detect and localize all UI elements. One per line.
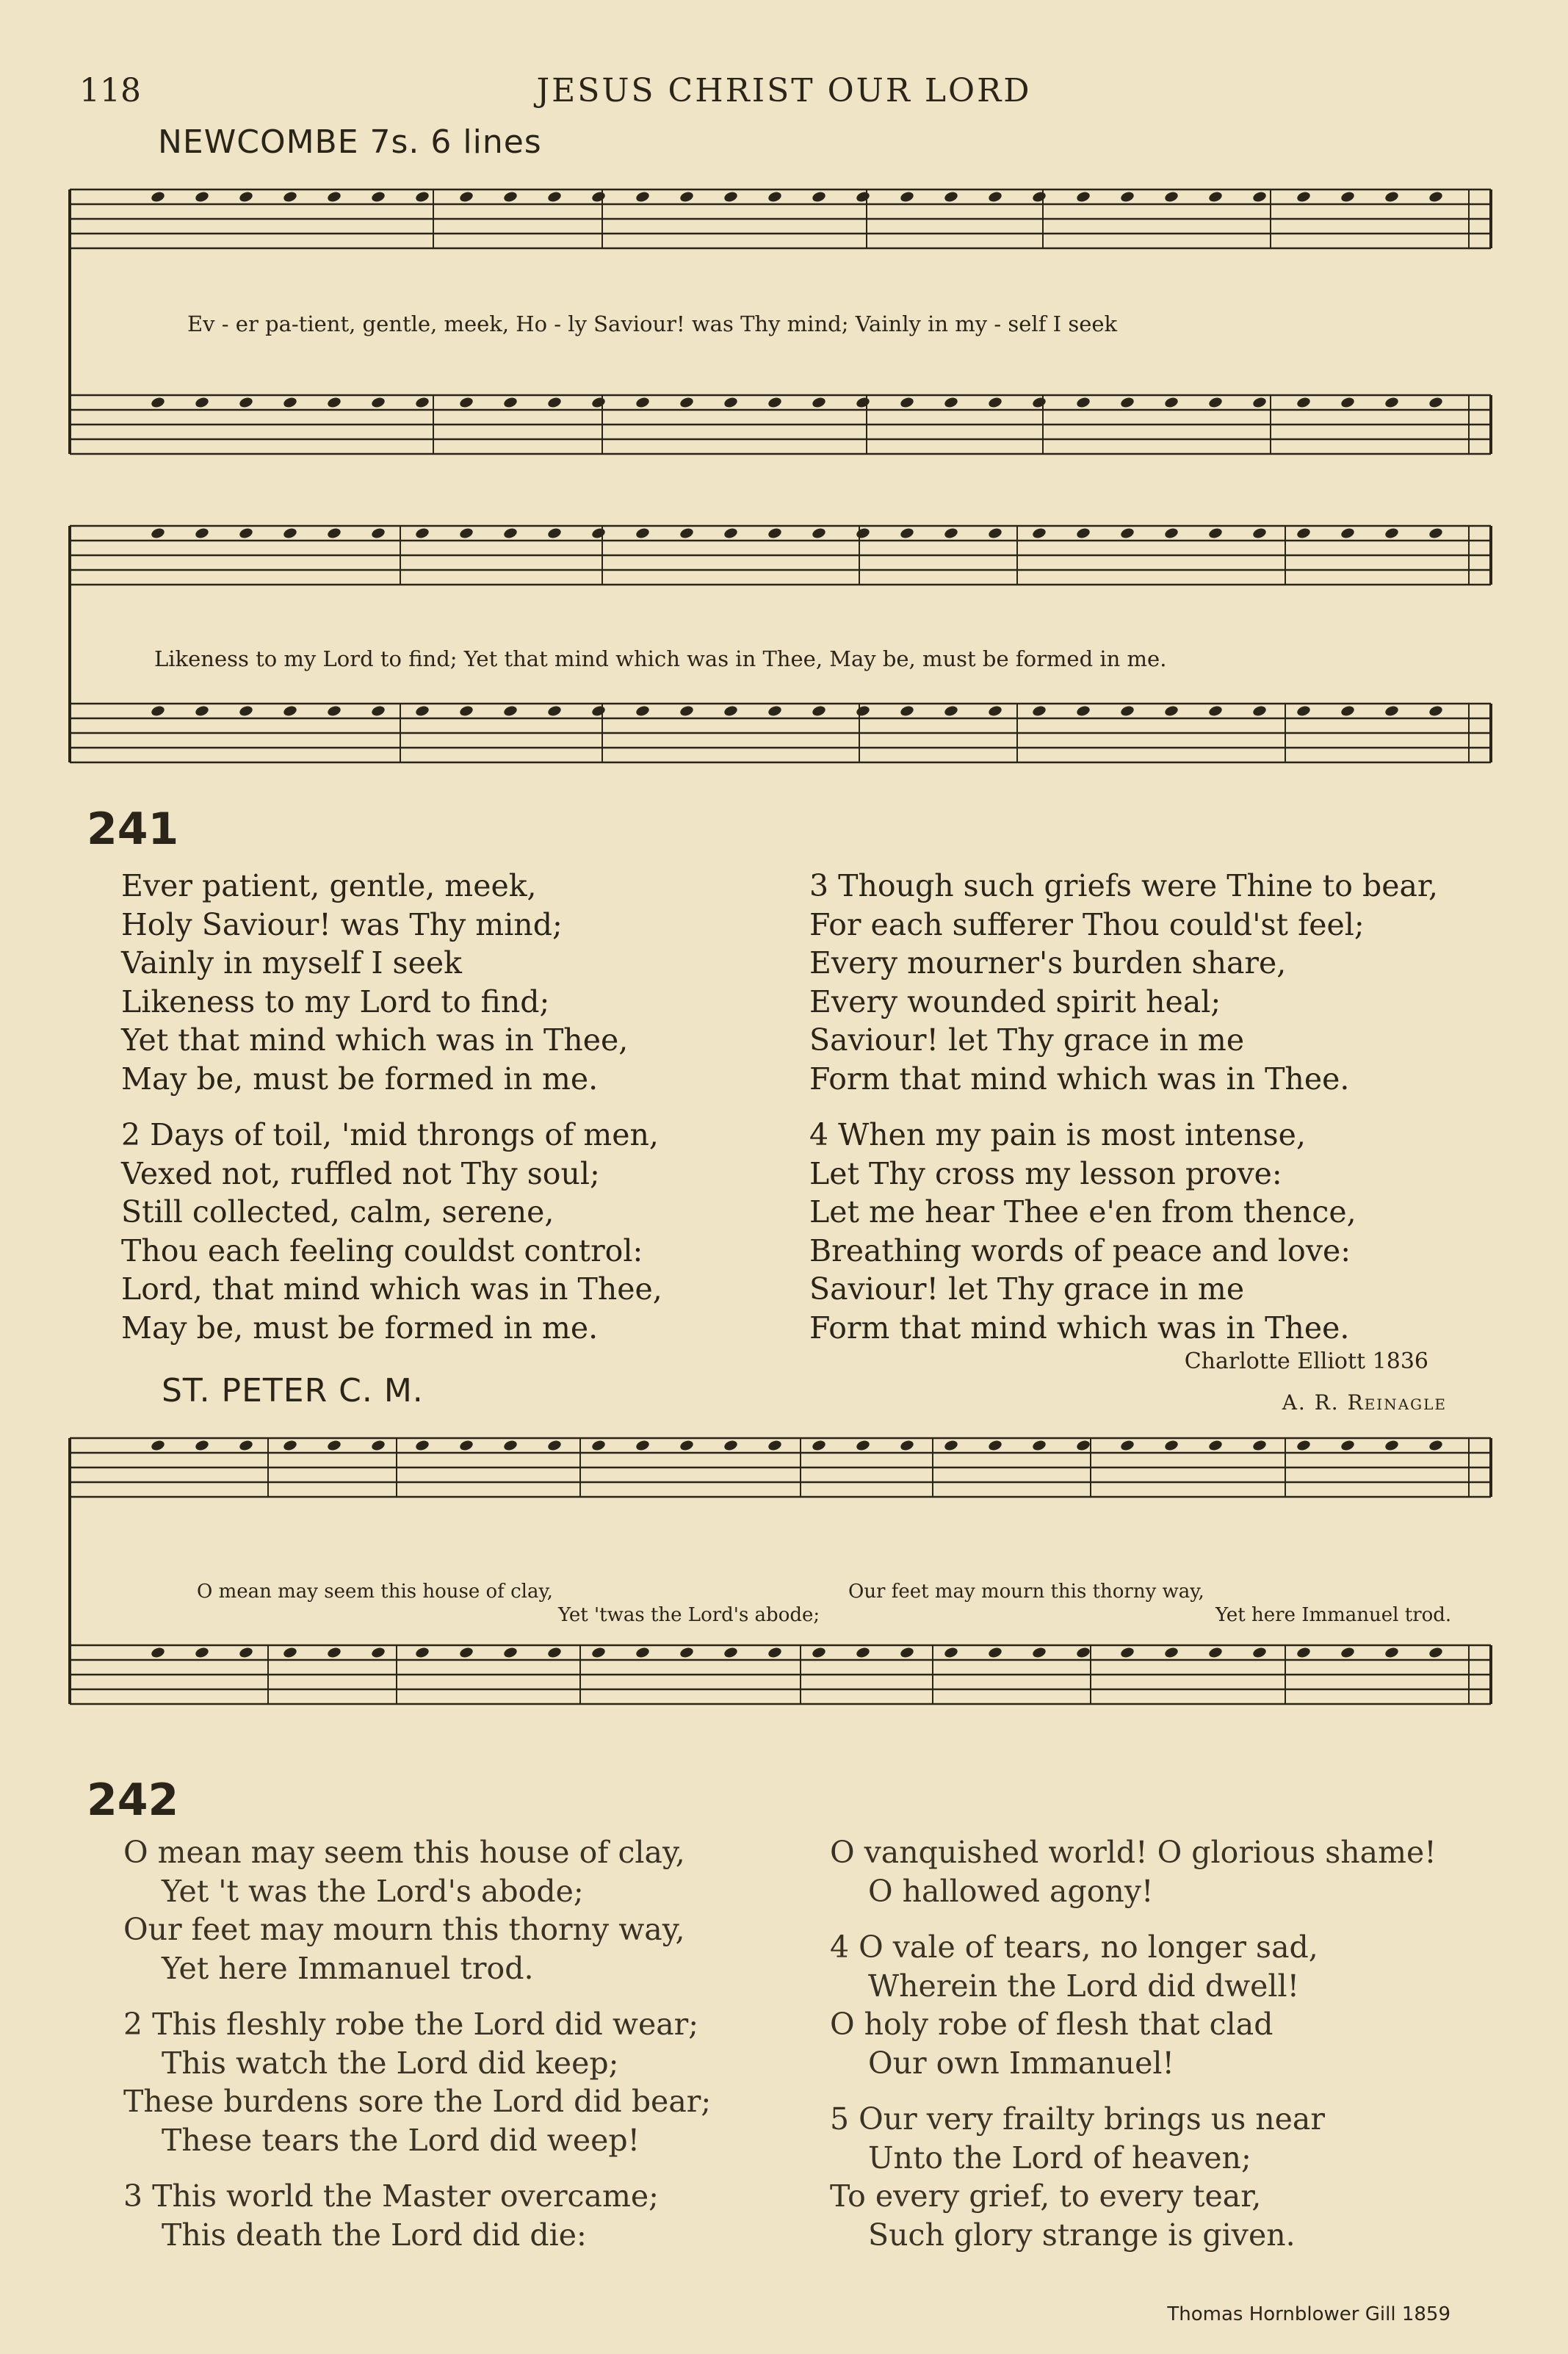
note-head: [370, 704, 386, 717]
note-head: [1340, 396, 1355, 408]
note-head: [326, 527, 342, 539]
note-head: [679, 704, 694, 717]
verse-line: Ever patient, gentle, meek,: [121, 868, 537, 903]
note-head: [899, 1439, 914, 1451]
stanza: [830, 2100, 1437, 2254]
note-head: [150, 190, 165, 203]
verse-line: 2 Days of toil, 'mid throngs of men,: [121, 1117, 659, 1152]
note-head: [987, 1439, 1002, 1451]
note-head: [1075, 704, 1091, 717]
note-head: [635, 527, 650, 539]
note-head: [635, 1439, 650, 1451]
note-head: [1163, 704, 1179, 717]
verse-line: To every grief, to every tear,: [830, 2178, 1262, 2214]
stanza: [123, 1833, 711, 1987]
note-head: [635, 396, 650, 408]
lyrics-242-a: O mean may seem this house of clay,: [197, 1581, 553, 1603]
verse-line: Saviour! let Thy grace in me: [809, 1022, 1245, 1058]
verse-line: These tears the Lord did weep!: [162, 2122, 640, 2158]
verse-line: Holy Saviour! was Thy mind;: [121, 906, 563, 942]
note-head: [1384, 396, 1399, 408]
note-head: [1163, 396, 1179, 408]
note-head: [811, 704, 826, 717]
lyrics-242-c: Our feet may mourn this thorny way,: [848, 1581, 1204, 1603]
verse-line: Breathing words of peace and love:: [809, 1232, 1351, 1268]
note-head: [414, 396, 430, 408]
note-head: [590, 1439, 606, 1451]
stanza: [809, 1116, 1438, 1347]
note-head: [1384, 1439, 1399, 1451]
note-head: [546, 1439, 562, 1451]
verse-line: O mean may seem this house of clay,: [123, 1835, 685, 1870]
note-head: [326, 190, 342, 203]
note-head: [1075, 396, 1091, 408]
note-head: [502, 704, 518, 717]
note-head: [1428, 527, 1443, 539]
note-head: [987, 190, 1002, 203]
verse-line: 4 O vale of tears, no longer sad,: [830, 1929, 1318, 1965]
note-head: [855, 1646, 870, 1658]
note-head: [1428, 704, 1443, 717]
note-head: [238, 1646, 253, 1658]
note-head: [458, 1439, 474, 1451]
verse-line: Our feet may mourn this thorny way,: [123, 1912, 685, 1947]
note-head: [723, 190, 738, 203]
note-head: [414, 1646, 430, 1658]
note-head: [943, 190, 958, 203]
note-head: [987, 527, 1002, 539]
note-head: [1163, 1646, 1179, 1658]
verse-line: For each sufferer Thou could'st feel;: [809, 906, 1365, 942]
verse-line: Our own Immanuel!: [868, 2045, 1174, 2081]
note-head: [767, 527, 782, 539]
note-head: [1251, 527, 1267, 539]
note-head: [943, 1439, 958, 1451]
running-title: JESUS CHRIST OUR LORD: [536, 72, 1032, 109]
note-head: [943, 704, 958, 717]
note-head: [1163, 1439, 1179, 1451]
verse-line: Thou each feeling couldst control:: [121, 1232, 643, 1268]
note-head: [811, 190, 826, 203]
verse-line: These burdens sore the Lord did bear;: [123, 2084, 712, 2119]
note-head: [150, 704, 165, 717]
note-head: [723, 1439, 738, 1451]
note-head: [1296, 396, 1311, 408]
verse-line: Form that mind which was in Thee.: [809, 1310, 1350, 1346]
hymn-242-right-column: [830, 1833, 1437, 2272]
note-head: [590, 704, 606, 717]
note-head: [1251, 704, 1267, 717]
note-head: [546, 190, 562, 203]
note-head: [326, 1439, 342, 1451]
note-head: [1119, 704, 1135, 717]
note-head: [943, 527, 958, 539]
lyrics-242-d: Yet here Immanuel trod.: [1215, 1604, 1452, 1626]
note-head: [194, 1439, 209, 1451]
note-head: [282, 1646, 297, 1658]
lyrics-line-1: Ev - er pa-tient, gentle, meek, Ho - ly Saviour! was Thy mind; Vainly in my - self I seek: [187, 311, 1118, 336]
verse-line: 5 Our very frailty brings us near: [830, 2101, 1325, 2137]
note-head: [1031, 1439, 1047, 1451]
note-head: [1163, 527, 1179, 539]
note-head: [635, 1646, 650, 1658]
note-head: [855, 704, 870, 717]
note-head: [546, 704, 562, 717]
verse-line: 2 This fleshly robe the Lord did wear;: [123, 2007, 699, 2042]
note-head: [1075, 1646, 1091, 1658]
verse-line: Such glory strange is given.: [868, 2217, 1296, 2253]
note-head: [1340, 704, 1355, 717]
note-head: [855, 1439, 870, 1451]
note-head: [194, 190, 209, 203]
note-head: [635, 190, 650, 203]
note-head: [1207, 190, 1223, 203]
hymn-number-241: 241: [87, 804, 179, 855]
stanza: [830, 1928, 1437, 2082]
note-head: [238, 1439, 253, 1451]
note-head: [194, 527, 209, 539]
hymn-242-left-column: [123, 1833, 711, 2272]
note-head: [855, 527, 870, 539]
verse-line: Every wounded spirit heal;: [809, 983, 1221, 1019]
verse-line: Wherein the Lord did dwell!: [868, 1968, 1300, 2004]
note-head: [546, 396, 562, 408]
note-head: [1031, 190, 1047, 203]
note-head: [150, 396, 165, 408]
note-head: [1207, 1439, 1223, 1451]
note-head: [1251, 396, 1267, 408]
note-head: [1075, 190, 1091, 203]
note-head: [811, 527, 826, 539]
verse-line: Lord, that mind which was in Thee,: [121, 1271, 662, 1307]
note-head: [150, 1646, 165, 1658]
composer-credit: A. R. Reinagle: [1282, 1390, 1447, 1415]
note-head: [811, 1646, 826, 1658]
note-head: [1207, 1646, 1223, 1658]
verse-line: 4 When my pain is most intense,: [809, 1117, 1306, 1152]
note-head: [987, 1646, 1002, 1658]
note-head: [1251, 190, 1267, 203]
stanza: [830, 1833, 1437, 1910]
hymn-number-242: 242: [87, 1774, 179, 1826]
verse-line: This watch the Lord did keep;: [162, 2045, 619, 2081]
page-number: 118: [79, 72, 141, 109]
note-head: [590, 527, 606, 539]
note-head: [1296, 190, 1311, 203]
verse-line: Yet here Immanuel trod.: [162, 1950, 534, 1986]
note-head: [1031, 527, 1047, 539]
note-head: [1340, 1646, 1355, 1658]
note-head: [590, 396, 606, 408]
hymn-241-right-column: [809, 867, 1438, 1365]
verse-line: Form that mind which was in Thee.: [809, 1061, 1350, 1097]
verse-line: Let me hear Thee e'en from thence,: [809, 1194, 1356, 1230]
note-head: [767, 1439, 782, 1451]
verse-line: May be, must be formed in me.: [121, 1061, 599, 1097]
verse-line: May be, must be formed in me.: [121, 1310, 599, 1346]
note-head: [1428, 1439, 1443, 1451]
note-head: [899, 527, 914, 539]
note-head: [723, 1646, 738, 1658]
note-head: [679, 1646, 694, 1658]
verse-line: O hallowed agony!: [868, 1873, 1154, 1909]
verse-line: Still collected, calm, serene,: [121, 1194, 554, 1230]
note-head: [767, 190, 782, 203]
verse-line: O vanquished world! O glorious shame!: [830, 1835, 1437, 1870]
verse-line: Let Thy cross my lesson prove:: [809, 1155, 1282, 1191]
note-head: [414, 527, 430, 539]
note-head: [414, 1439, 430, 1451]
note-head: [1251, 1646, 1267, 1658]
note-head: [679, 1439, 694, 1451]
note-head: [238, 527, 253, 539]
note-head: [458, 1646, 474, 1658]
verse-line: Vexed not, ruffled not Thy soul;: [121, 1155, 600, 1191]
note-head: [590, 190, 606, 203]
lyrics-line-2: Likeness to my Lord to find; Yet that mind which was in Thee, May be, must be formed in me.: [154, 646, 1167, 671]
note-head: [282, 190, 297, 203]
author-credit-242: Thomas Hornblower Gill 1859: [1167, 2303, 1450, 2325]
note-head: [414, 704, 430, 717]
note-head: [811, 1439, 826, 1451]
note-head: [1428, 190, 1443, 203]
note-head: [679, 396, 694, 408]
note-head: [987, 396, 1002, 408]
note-head: [1296, 1646, 1311, 1658]
note-head: [811, 396, 826, 408]
note-head: [502, 1439, 518, 1451]
note-head: [370, 1646, 386, 1658]
stanza: [809, 867, 1438, 1098]
verse-line: Saviour! let Thy grace in me: [809, 1271, 1245, 1307]
note-head: [1428, 396, 1443, 408]
note-head: [723, 704, 738, 717]
note-head: [899, 1646, 914, 1658]
hymn-241-left-column: [121, 867, 662, 1365]
note-head: [767, 1646, 782, 1658]
note-head: [1296, 704, 1311, 717]
note-head: [899, 396, 914, 408]
note-head: [635, 704, 650, 717]
note-head: [282, 396, 297, 408]
note-head: [1384, 1646, 1399, 1658]
note-head: [414, 190, 430, 203]
note-head: [326, 396, 342, 408]
note-head: [1340, 527, 1355, 539]
verse-line: Yet that mind which was in Thee,: [121, 1022, 629, 1058]
note-head: [899, 190, 914, 203]
note-head: [855, 190, 870, 203]
note-head: [1163, 190, 1179, 203]
note-head: [1384, 190, 1399, 203]
stanza: [123, 2005, 711, 2159]
tune-name-st-peter: ST. PETER C. M.: [162, 1372, 424, 1409]
note-head: [943, 396, 958, 408]
note-head: [150, 1439, 165, 1451]
verse-line: Likeness to my Lord to find;: [121, 983, 550, 1019]
note-head: [1207, 704, 1223, 717]
note-head: [194, 704, 209, 717]
note-head: [899, 704, 914, 717]
note-head: [679, 190, 694, 203]
note-head: [502, 396, 518, 408]
verse-line: 3 Though such griefs were Thine to bear,: [809, 868, 1439, 903]
note-head: [590, 1646, 606, 1658]
note-head: [238, 190, 253, 203]
verse-line: Unto the Lord of heaven;: [868, 2140, 1251, 2176]
note-head: [723, 396, 738, 408]
note-head: [546, 527, 562, 539]
verse-line: O holy robe of flesh that clad: [830, 2007, 1273, 2042]
note-head: [1251, 1439, 1267, 1451]
note-head: [370, 190, 386, 203]
note-head: [1031, 1646, 1047, 1658]
note-head: [1296, 1439, 1311, 1451]
note-head: [1384, 704, 1399, 717]
note-head: [194, 1646, 209, 1658]
note-head: [238, 396, 253, 408]
note-head: [1119, 527, 1135, 539]
note-head: [1119, 396, 1135, 408]
verse-line: This death the Lord did die:: [162, 2217, 587, 2253]
note-head: [1119, 1439, 1135, 1451]
note-head: [767, 396, 782, 408]
note-head: [458, 190, 474, 203]
note-head: [1384, 527, 1399, 539]
note-head: [855, 396, 870, 408]
note-head: [987, 704, 1002, 717]
note-head: [458, 396, 474, 408]
note-head: [546, 1646, 562, 1658]
note-head: [1296, 527, 1311, 539]
note-head: [194, 396, 209, 408]
verse-line: Yet 't was the Lord's abode;: [162, 1873, 584, 1909]
note-head: [150, 527, 165, 539]
note-head: [679, 527, 694, 539]
note-head: [723, 527, 738, 539]
stanza: [121, 867, 662, 1098]
note-head: [458, 527, 474, 539]
note-head: [1119, 190, 1135, 203]
note-head: [370, 527, 386, 539]
note-head: [1428, 1646, 1443, 1658]
note-head: [1031, 396, 1047, 408]
stanza: [121, 1116, 662, 1347]
note-head: [1207, 527, 1223, 539]
note-head: [1119, 1646, 1135, 1658]
note-head: [767, 704, 782, 717]
note-head: [326, 1646, 342, 1658]
note-head: [370, 1439, 386, 1451]
note-head: [282, 527, 297, 539]
note-head: [326, 704, 342, 717]
note-head: [1031, 704, 1047, 717]
tune-name-newcombe: NEWCOMBE 7s. 6 lines: [158, 123, 542, 161]
note-head: [370, 396, 386, 408]
verse-line: Vainly in myself I seek: [121, 945, 462, 981]
note-head: [1340, 1439, 1355, 1451]
note-head: [502, 190, 518, 203]
note-head: [502, 527, 518, 539]
verse-line: 3 This world the Master overcame;: [123, 2178, 659, 2214]
note-head: [1340, 190, 1355, 203]
verse-line: Every mourner's burden share,: [809, 945, 1287, 981]
note-head: [282, 704, 297, 717]
stanza: [123, 2177, 711, 2254]
note-head: [1075, 1439, 1091, 1451]
author-credit-241: Charlotte Elliott 1836: [1184, 1349, 1428, 1374]
note-head: [502, 1646, 518, 1658]
note-head: [458, 704, 474, 717]
note-head: [1207, 396, 1223, 408]
note-head: [238, 704, 253, 717]
note-head: [1075, 527, 1091, 539]
lyrics-242-b: Yet 'twas the Lord's abode;: [558, 1604, 820, 1626]
note-head: [282, 1439, 297, 1451]
note-head: [943, 1646, 958, 1658]
